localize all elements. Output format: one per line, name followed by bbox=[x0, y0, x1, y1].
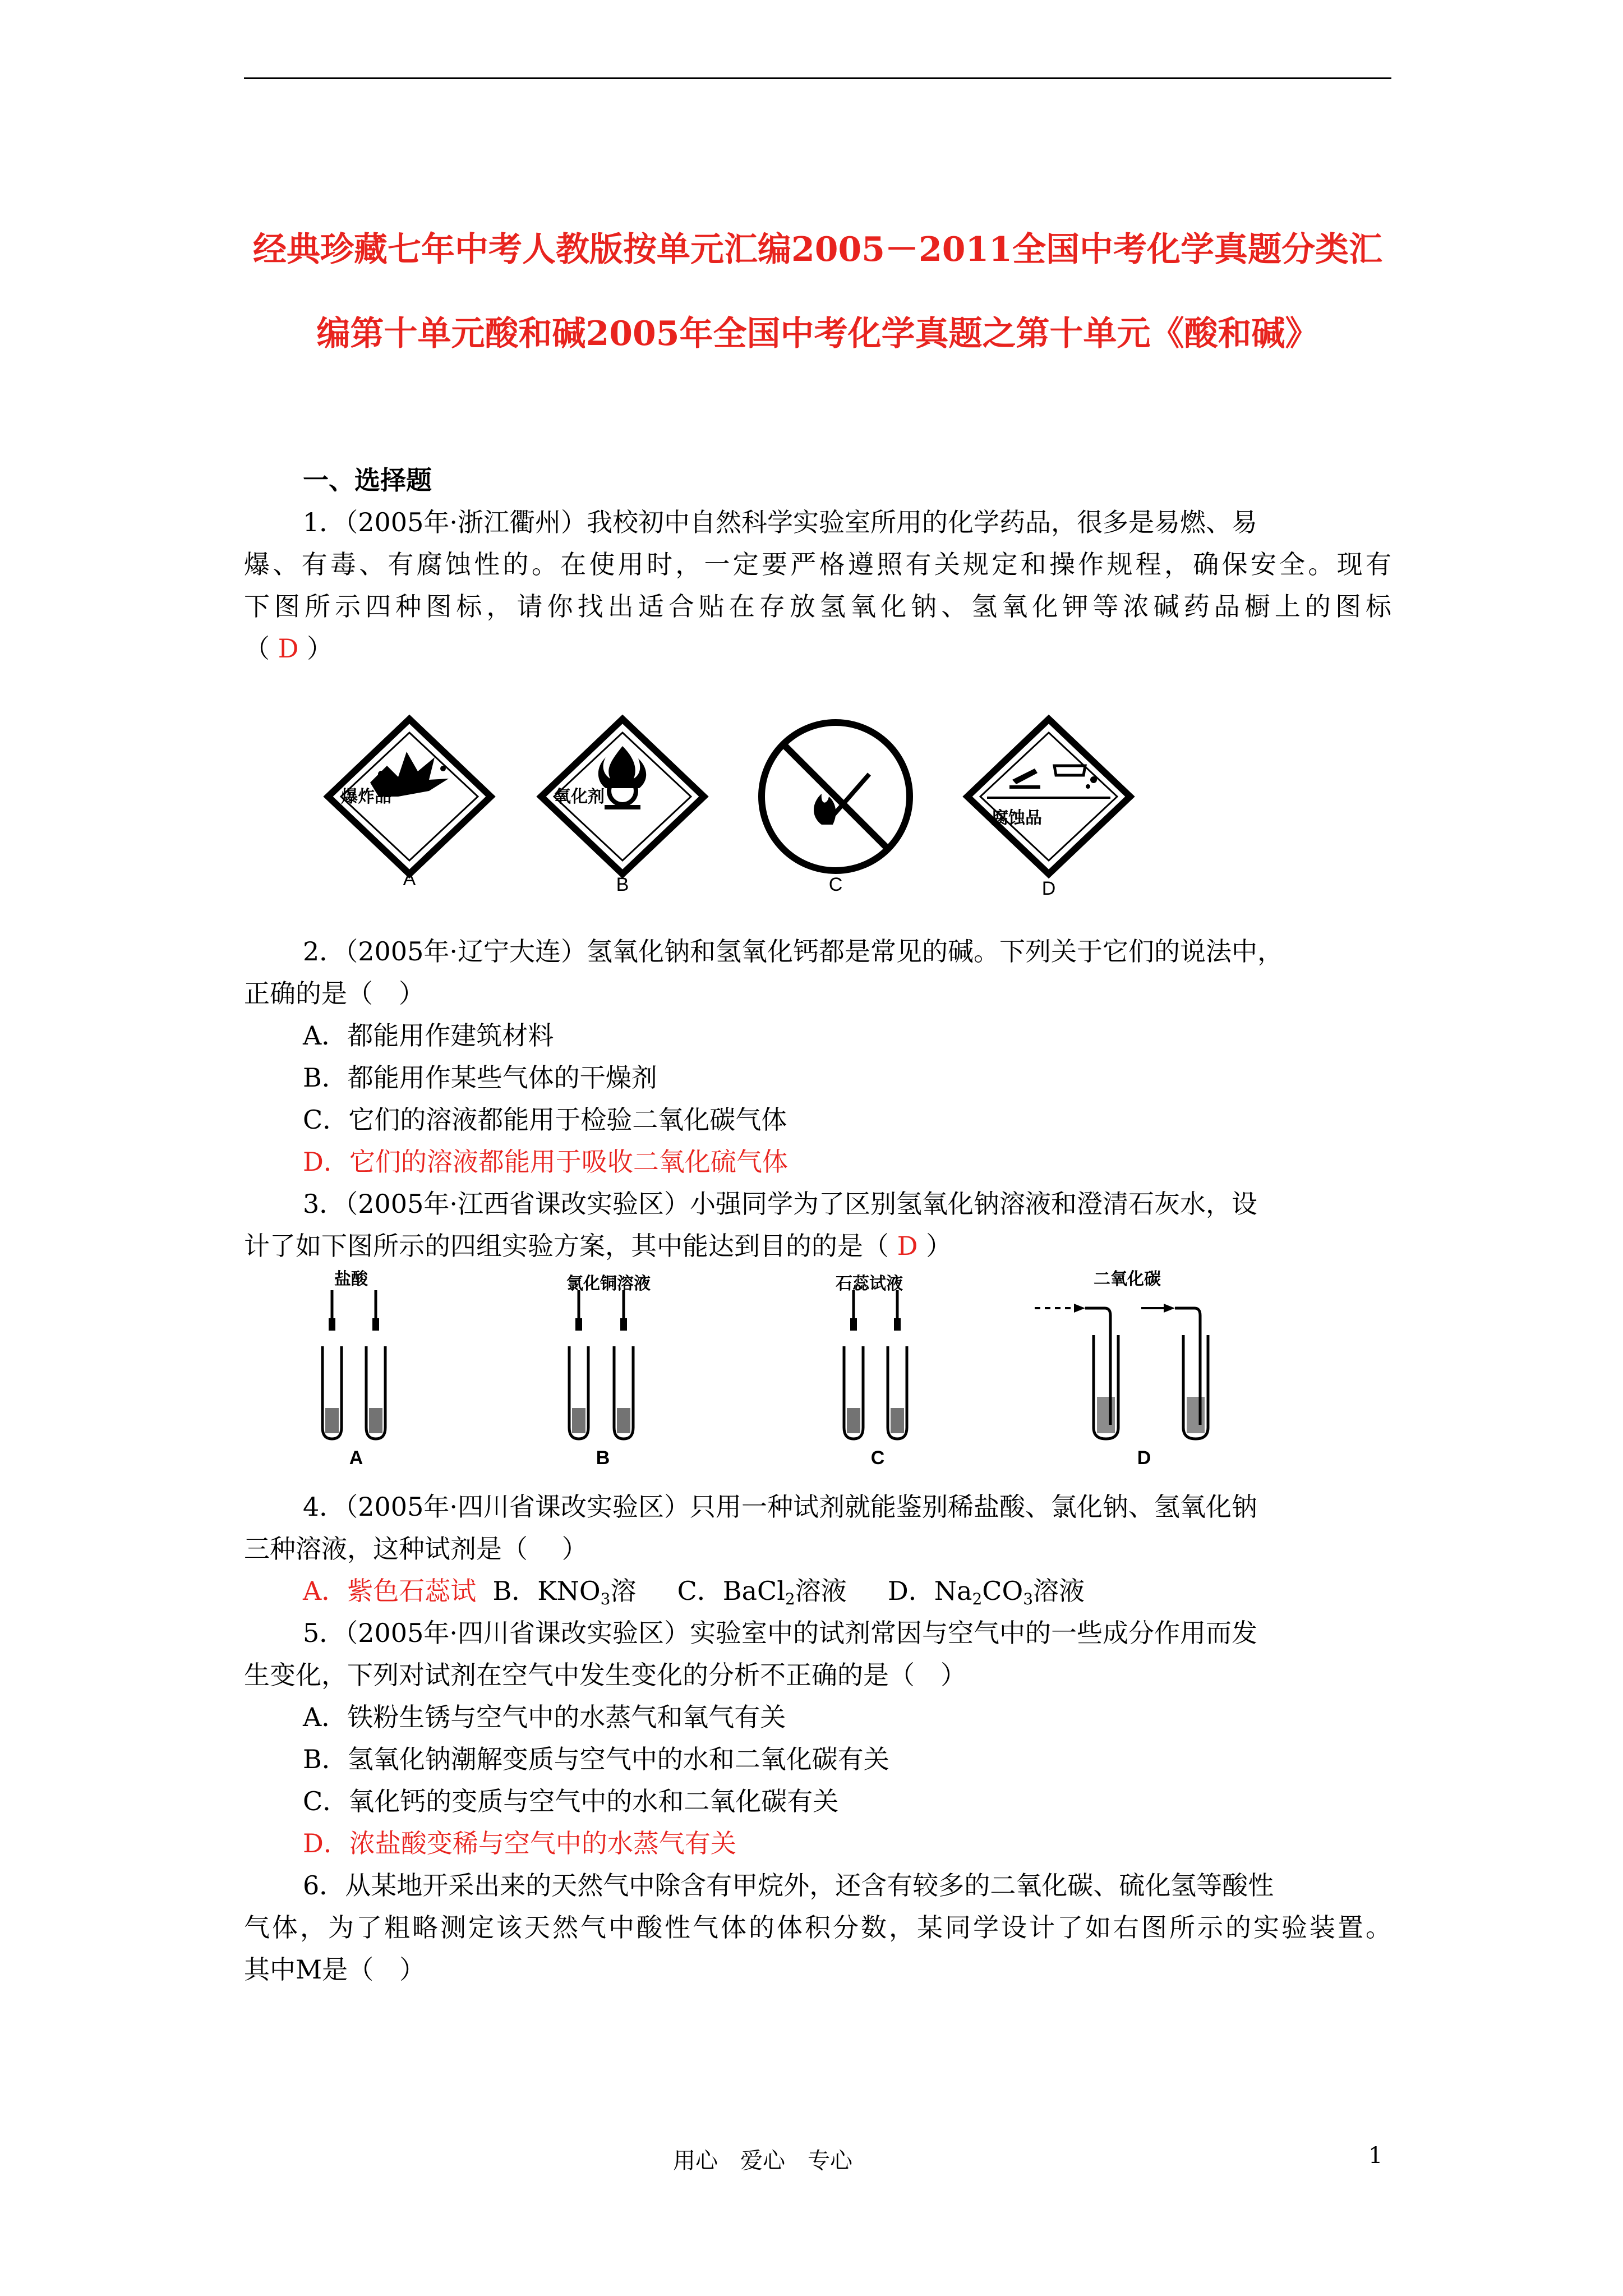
q3-answer: D bbox=[897, 1231, 918, 1261]
q4-option-c: C．BaCl$_2$溶液 bbox=[677, 1576, 847, 1608]
q5-option-a: A．铁粉生锈与空气中的水蒸气和氧气有关 bbox=[303, 1702, 786, 1732]
q5-line-2: 生变化，下列对试剂在空气中发生变化的分析不正确的是（ ） bbox=[244, 1660, 966, 1690]
q5-option-c: C．氧化钙的变质与空气中的水和二氧化碳有关 bbox=[303, 1786, 839, 1816]
sign-d-letter: D bbox=[1041, 878, 1056, 899]
q3-line-1: 3．（2005年·江西省课改实验区）小强同学为了区别氢氧化钠溶液和澄清石灰水，设 bbox=[303, 1189, 1257, 1219]
q1-paren-open: （ bbox=[244, 633, 270, 664]
experiment-b-reagent: 氯化铜溶液 bbox=[566, 1274, 651, 1294]
sign-b-letter: B bbox=[616, 874, 629, 895]
q1-answer: D bbox=[278, 633, 299, 664]
q1-paren-close: ） bbox=[307, 633, 333, 664]
hazard-signs-figure bbox=[314, 712, 1189, 881]
q4-options bbox=[303, 1571, 1085, 1611]
sign-c-letter: C bbox=[828, 874, 843, 895]
q3-line-2-close: ） bbox=[926, 1231, 952, 1261]
experiment-c-tubes-icon bbox=[844, 1290, 907, 1439]
q1-line-3: 下图所示四种图标，请你找出适合贴在存放氢氧化钠、氢氧化钾等浓碱药品橱上的图标 bbox=[244, 591, 1391, 622]
corrosive-sign-icon bbox=[967, 719, 1130, 874]
q4-line-2: 三种溶液，这种试剂是（ ） bbox=[244, 1534, 588, 1564]
q3-line-2-text: 计了如下图所示的四组实验方案，其中能达到目的的是（ bbox=[244, 1231, 889, 1261]
section-heading: 一、选择题 bbox=[303, 465, 432, 495]
experiment-a-letter: A bbox=[349, 1447, 363, 1469]
header-rule bbox=[244, 77, 1391, 79]
q2-option-c: C．它们的溶液都能用于检验二氧化碳气体 bbox=[303, 1105, 787, 1135]
experiment-b-letter: B bbox=[596, 1447, 610, 1469]
q4-option-a: A．紫色石蕊试 bbox=[303, 1576, 477, 1606]
sign-a-letter: A bbox=[403, 868, 416, 890]
q2-option-b: B．都能用作某些气体的干燥剂 bbox=[303, 1062, 657, 1093]
q2-option-d: D．它们的溶液都能用于吸收二氧化硫气体 bbox=[303, 1147, 788, 1177]
q2-line-1: 2．（2005年·辽宁大连）氢氧化钠和氢氧化钙都是常见的碱。下列关于它们的说法中， bbox=[303, 936, 1283, 967]
q6-line-2: 气体，为了粗略测定该天然气中酸性气体的体积分数，某同学设计了如右图所示的实验装置。 bbox=[244, 1912, 1391, 1943]
test-tube-figure bbox=[303, 1285, 1256, 1453]
q4-line-1: 4．（2005年·四川省课改实验区）只用一种试剂就能鉴别稀盐酸、氯化钠、氢氧化钠 bbox=[303, 1492, 1257, 1522]
sign-b-label: 氧化剂 bbox=[554, 787, 605, 807]
sign-a-label: 爆炸品 bbox=[341, 787, 391, 807]
experiment-a-tubes-icon bbox=[322, 1290, 385, 1439]
q6-line-1: 6．从某地开采出来的天然气中除含有甲烷外，还含有较多的二氧化碳、硫化氢等酸性 bbox=[303, 1870, 1274, 1901]
q2-option-a: A．都能用作建筑材料 bbox=[303, 1020, 554, 1051]
q4-option-d: D．$Na_2CO_3$溶液 bbox=[887, 1576, 1085, 1608]
experiment-c-letter: C bbox=[870, 1447, 885, 1469]
no-fire-sign-icon bbox=[762, 723, 910, 871]
sign-d-label: 腐蚀品 bbox=[992, 808, 1042, 828]
q6-line-3: 其中M是（ ） bbox=[244, 1954, 426, 1985]
experiment-b-tubes-icon bbox=[569, 1290, 633, 1439]
document-title: 经典珍藏七年中考人教版按单元汇编2005－2011全国中考化学真题分类汇编第十单元酸和碱2005年全国中考化学真题之第十单元《酸和碱》 bbox=[253, 230, 1382, 353]
q5-option-b: B．氢氧化钠潮解变质与空气中的水和二氧化碳有关 bbox=[303, 1744, 889, 1774]
experiment-a-reagent: 盐酸 bbox=[334, 1269, 368, 1289]
q1-line-1: 1．（2005年·浙江衢州）我校初中自然科学实验室所用的化学药品，很多是易燃、易 bbox=[303, 507, 1257, 537]
experiment-c-reagent: 石蕊试液 bbox=[836, 1274, 903, 1294]
experiment-d-tubes-icon bbox=[1035, 1304, 1208, 1439]
experiment-d-reagent: 二氧化碳 bbox=[1094, 1269, 1161, 1289]
experiment-d-letter: D bbox=[1137, 1447, 1151, 1469]
page-footer: 用心 爱心 专心 bbox=[673, 2148, 852, 2174]
q5-line-1: 5．（2005年·四川省课改实验区）实验室中的试剂常因与空气中的一些成分作用而发 bbox=[303, 1618, 1257, 1648]
q2-line-2: 正确的是（ ） bbox=[244, 978, 425, 1009]
page-number: 1 bbox=[1368, 2143, 1383, 2169]
q1-line-2: 爆、有毒、有腐蚀性的。在使用时，一定要严格遵照有关规定和操作规程，确保安全。现有 bbox=[244, 549, 1391, 579]
q4-option-b: B．$KNO_3$溶 bbox=[492, 1576, 637, 1608]
q3-line-2 bbox=[244, 1226, 952, 1266]
q5-option-d: D．浓盐酸变稀与空气中的水蒸气有关 bbox=[303, 1828, 736, 1858]
q1-answer-line bbox=[244, 628, 333, 669]
